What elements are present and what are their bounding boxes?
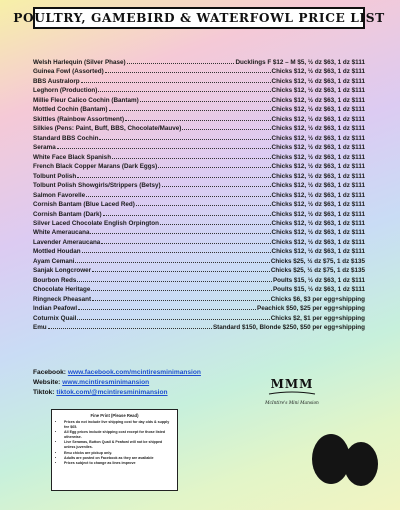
breed-name: Silver Laced Chocolate English Orpington bbox=[33, 219, 159, 227]
price-row bbox=[33, 123, 365, 132]
dot-leader bbox=[160, 218, 271, 225]
price-row bbox=[33, 171, 365, 180]
dot-leader bbox=[81, 76, 271, 83]
breed-price: Chicks $12, ½ dz $63, 1 dz $111 bbox=[271, 144, 365, 152]
facebook-label: Facebook: bbox=[33, 369, 68, 376]
price-row bbox=[33, 246, 365, 255]
breed-price: Chicks $12, ½ dz $63, 1 dz $111 bbox=[271, 248, 365, 256]
price-row bbox=[33, 313, 365, 322]
dot-leader bbox=[78, 303, 256, 310]
tiktok-line bbox=[33, 388, 253, 398]
facebook-link[interactable]: www.facebook.com/mcintiresminimansion bbox=[67, 369, 201, 376]
website-label: Website: bbox=[33, 379, 63, 386]
price-row bbox=[33, 152, 365, 161]
breed-price: Chicks $12, ½ dz $63, 1 dz $111 bbox=[271, 106, 365, 114]
breed-price: Chicks $12, ½ dz $63, 1 dz $111 bbox=[271, 96, 365, 104]
breed-name: Coturnix Quail bbox=[33, 314, 77, 322]
dot-leader bbox=[77, 171, 270, 178]
breed-name: BBS Australorp bbox=[33, 77, 80, 85]
dot-leader bbox=[105, 66, 271, 73]
breed-name: Mottled Cochin (Bantam) bbox=[33, 106, 108, 114]
price-row bbox=[33, 199, 365, 208]
dot-leader bbox=[77, 313, 269, 320]
breed-name: Bourbon Reds bbox=[33, 276, 77, 284]
breed-name: Standard BBS Cochin bbox=[33, 134, 99, 142]
fine-print-item: • Live Seramas, Button Quail & Peafowl will not be shipped unless juveniles. bbox=[64, 440, 172, 450]
facebook-line bbox=[33, 368, 253, 378]
breed-name: Silkies (Pens: Paint, Buff, BBS, Chocolate/Mauve) bbox=[33, 125, 182, 133]
dot-leader bbox=[92, 265, 270, 272]
dot-leader bbox=[127, 57, 235, 64]
logo-swash bbox=[269, 392, 315, 394]
eggs-illustration-icon bbox=[300, 412, 385, 490]
price-row bbox=[33, 114, 365, 123]
price-row bbox=[33, 256, 365, 265]
fine-print-item: • Prices subject to change as lines improve bbox=[64, 461, 172, 466]
price-row bbox=[33, 180, 365, 189]
breed-price: Chicks $2, $1 per egg+shipping bbox=[270, 314, 365, 322]
dot-leader bbox=[90, 227, 270, 234]
breed-name: Guinea Fowl (Assorted) bbox=[33, 68, 104, 76]
breed-price: Chicks $12, ½ dz $63, 1 dz $111 bbox=[271, 125, 365, 133]
dot-leader bbox=[103, 209, 271, 216]
breed-price: Chicks $12, ½ dz $63, 1 dz $111 bbox=[271, 68, 365, 76]
dot-leader bbox=[75, 256, 269, 263]
breed-name: Ringneck Pheasant bbox=[33, 295, 92, 303]
price-row bbox=[33, 104, 365, 113]
price-row bbox=[33, 303, 365, 312]
fine-print-list bbox=[57, 420, 172, 466]
dot-leader bbox=[57, 142, 271, 149]
breed-name: Sanjak Longcrower bbox=[33, 267, 92, 275]
breed-price: Chicks $12, ½ dz $63, 1 dz $111 bbox=[271, 163, 365, 171]
breed-price: Chicks $12, ½ dz $63, 1 dz $111 bbox=[271, 191, 365, 199]
breed-price: Poults $15, ½ dz $63, 1 dz $111 bbox=[272, 286, 365, 294]
egg-right-icon bbox=[344, 442, 378, 486]
price-row bbox=[33, 66, 365, 75]
price-row bbox=[33, 227, 365, 236]
price-row bbox=[33, 142, 365, 151]
dot-leader bbox=[109, 104, 271, 111]
breed-name: Lavender Ameraucana bbox=[33, 238, 101, 246]
dot-leader bbox=[92, 294, 270, 301]
breed-name: Chocolate Heritage bbox=[33, 286, 91, 294]
fine-print-title: Fine Print (Please Read) bbox=[90, 413, 139, 418]
egg-left-icon bbox=[312, 434, 350, 484]
breed-price: Chicks $12, ½ dz $63, 1 dz $111 bbox=[271, 172, 365, 180]
dot-leader bbox=[158, 161, 270, 168]
price-row bbox=[33, 190, 365, 199]
price-row bbox=[33, 322, 365, 331]
fine-print-box bbox=[51, 409, 178, 491]
logo-script: McIntire's Mini Mansion bbox=[265, 401, 319, 406]
breed-price: Chicks $12, ½ dz $63, 1 dz $111 bbox=[271, 182, 365, 190]
breed-name: Indian Peafowl bbox=[33, 305, 78, 313]
breed-price: Poults $15, ½ dz $63, 1 dz $111 bbox=[272, 276, 365, 284]
breed-name: French Black Copper Marans (Dark Eggs) bbox=[33, 163, 158, 171]
contact-links bbox=[33, 368, 253, 398]
breed-price: Chicks $25, ½ dz $75, 1 dz $135 bbox=[270, 257, 365, 265]
website-line bbox=[33, 378, 253, 388]
price-row bbox=[33, 284, 365, 293]
price-row bbox=[33, 57, 365, 66]
dot-leader bbox=[136, 199, 271, 206]
breed-name: White Face Black Spanish bbox=[33, 153, 112, 161]
dot-leader bbox=[125, 114, 270, 121]
price-list bbox=[33, 57, 365, 332]
breed-price: Chicks $12, ½ dz $63, 1 dz $111 bbox=[271, 229, 365, 237]
price-row bbox=[33, 133, 365, 142]
tiktok-label: Tiktok: bbox=[33, 389, 57, 396]
fine-print-item: • Emu chicks are pickup only. bbox=[64, 451, 172, 456]
fine-print-item: • All Egg prices include shipping cost except for those listed otherwise. bbox=[64, 430, 172, 440]
price-row bbox=[33, 161, 365, 170]
price-row bbox=[33, 275, 365, 284]
dot-leader bbox=[48, 322, 212, 329]
breed-price: Chicks $12, ½ dz $63, 1 dz $111 bbox=[271, 87, 365, 95]
fine-print-item: • Prices do not include live shipping cost for day olds & supply fee $65. bbox=[64, 420, 172, 430]
breed-name: Salmon Favorelle bbox=[33, 191, 86, 199]
breed-price: Chicks $12, ½ dz $63, 1 dz $111 bbox=[271, 77, 365, 85]
breed-price: Chicks $12, ½ dz $63, 1 dz $111 bbox=[271, 115, 365, 123]
breed-name: Welsh Harlequin (Silver Phase) bbox=[33, 59, 126, 66]
dot-leader bbox=[112, 152, 270, 159]
price-row bbox=[33, 237, 365, 246]
breed-name: Cornish Bantam (Blue Laced Red) bbox=[33, 201, 135, 209]
breed-price: Chicks $25, ½ dz $75, 1 dz $135 bbox=[270, 267, 365, 275]
breed-price: Chicks $12, ½ dz $63, 1 dz $111 bbox=[271, 201, 365, 209]
breed-price: Standard $150, Blonde $250, $50 per egg+shipping bbox=[212, 324, 365, 332]
breed-price: Chicks $12, ½ dz $63, 1 dz $111 bbox=[271, 238, 365, 246]
breed-name: Cornish Bantam (Dark) bbox=[33, 210, 102, 218]
dot-leader bbox=[101, 237, 270, 244]
breed-name: Tolbunt Polish bbox=[33, 172, 77, 180]
fine-print-item: • Adults are posted on Facebook as they are available bbox=[64, 456, 172, 461]
dot-leader bbox=[82, 246, 271, 253]
breed-name: White Ameraucana bbox=[33, 229, 90, 237]
website-link[interactable]: www.mcintiresminimansion bbox=[62, 379, 150, 386]
breed-price: Chicks $12, ½ dz $63, 1 dz $111 bbox=[271, 219, 365, 227]
dot-leader bbox=[91, 284, 272, 291]
price-row bbox=[33, 294, 365, 303]
breed-name: Ayam Cemani bbox=[33, 257, 75, 265]
breed-price: Chicks $12, ½ dz $63, 1 dz $111 bbox=[271, 134, 365, 142]
tiktok-link[interactable]: tiktok.com/@mcintiresminimansion bbox=[56, 389, 168, 396]
breed-name: Tolbunt Polish Showgirls/Strippers (Betsy) bbox=[33, 182, 161, 190]
breed-name: Leghorn (Production) bbox=[33, 87, 98, 95]
dot-leader bbox=[162, 180, 271, 187]
breed-name: Mottled Houdan bbox=[33, 248, 81, 256]
breed-price: Peachick $50, $25 per egg+shipping bbox=[257, 305, 365, 313]
breed-name: Emu bbox=[33, 324, 47, 332]
breed-price: Chicks $12, ½ dz $63, 1 dz $111 bbox=[271, 210, 365, 218]
price-row bbox=[33, 265, 365, 274]
price-row bbox=[33, 209, 365, 218]
dot-leader bbox=[98, 85, 270, 92]
breed-price: Ducklings F $12 – M $5, ½ dz $63, 1 dz $111 bbox=[235, 59, 365, 66]
logo-letters: MMM bbox=[270, 377, 314, 391]
breed-name: Skittles (Rainbow Assortment) bbox=[33, 115, 125, 123]
breed-price: Chicks $6, $3 per egg+shipping bbox=[270, 295, 365, 303]
title-banner bbox=[13, 7, 385, 29]
dot-leader bbox=[77, 275, 272, 282]
breed-price: Chicks $12, ½ dz $63, 1 dz $111 bbox=[271, 153, 365, 161]
dot-leader bbox=[140, 95, 271, 102]
price-row bbox=[33, 218, 365, 227]
dot-leader bbox=[86, 190, 270, 197]
dot-leader bbox=[99, 133, 270, 140]
dot-leader bbox=[182, 123, 270, 130]
price-row bbox=[33, 95, 365, 104]
price-row bbox=[33, 76, 365, 85]
page-title: POULTRY, GAMEBIRD & WATERFOWL PRICE LIST bbox=[13, 11, 385, 25]
breed-name: Serama bbox=[33, 144, 56, 152]
price-row bbox=[33, 85, 365, 94]
breed-name: Millie Fleur Calico Cochin (Bantam) bbox=[33, 96, 139, 104]
